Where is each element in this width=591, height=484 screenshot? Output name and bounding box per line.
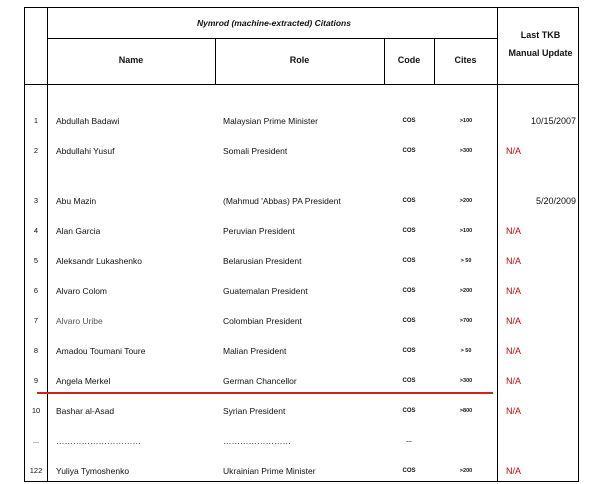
- table-row: [25, 406, 578, 420]
- row-name: Alvaro Uribe: [56, 316, 103, 326]
- row-name: Alan Garcia: [56, 226, 101, 236]
- row-name: Amadou Toumani Toure: [56, 346, 146, 356]
- row-last-update: N/A: [506, 286, 522, 296]
- column-header-name: Name: [118, 55, 144, 65]
- row-role: Peruvian President: [223, 226, 295, 236]
- column-header-code: Code: [397, 55, 421, 65]
- row-code: COS: [402, 118, 416, 124]
- row-cites: >800: [459, 408, 473, 414]
- row-name: Alvaro Colom: [56, 286, 108, 296]
- row-name: …………………………: [56, 436, 141, 446]
- table-row: [25, 436, 578, 450]
- row-name: Abdullah Badawi: [56, 116, 120, 126]
- row-code: COS: [402, 348, 416, 354]
- row-cites: > 50: [460, 348, 472, 354]
- table-row: [25, 376, 578, 390]
- row-code: COS: [402, 288, 416, 294]
- row-code: COS: [402, 258, 416, 264]
- row-role: Somali President: [223, 146, 288, 156]
- last-update-line1: Last TKB: [520, 30, 561, 40]
- row-cites: >200: [459, 468, 473, 474]
- row-cites: >200: [459, 198, 473, 204]
- row-index: 1: [33, 116, 39, 125]
- row-code: COS: [402, 318, 416, 324]
- row-cites: >700: [459, 318, 473, 324]
- row-index: ...: [32, 436, 40, 445]
- row-name: Abdullahi Yusuf: [56, 146, 115, 156]
- row-code: COS: [402, 378, 416, 384]
- row-name: Aleksandr Lukashenko: [56, 256, 143, 266]
- column-header-last-update: [503, 26, 578, 62]
- row-role: Malian President: [223, 346, 287, 356]
- row-code: COS: [402, 198, 416, 204]
- table-row: [25, 196, 578, 210]
- last-update-line2: Manual Update: [508, 48, 573, 58]
- row-last-update: 5/20/2009: [535, 196, 576, 206]
- row-cites: >100: [459, 228, 473, 234]
- row-role: (Mahmud 'Abbas) PA President: [223, 196, 341, 206]
- row-role: Belarusian President: [223, 256, 302, 266]
- row-last-update: 10/15/2007: [530, 116, 576, 126]
- table-row: [25, 316, 578, 330]
- row-name: Yuliya Tymoshenko: [56, 466, 130, 476]
- row-divider: [47, 38, 497, 39]
- row-divider: [25, 84, 578, 85]
- row-index: 9: [33, 376, 39, 385]
- citations-table: [24, 7, 579, 482]
- group-title: Nymrod (machine-extracted) Citations: [197, 18, 351, 28]
- row-name: Bashar al-Asad: [56, 406, 115, 416]
- row-last-update: N/A: [506, 226, 522, 236]
- table-row: [25, 226, 578, 240]
- row-index: 6: [33, 286, 39, 295]
- row-cites: > 50: [460, 258, 472, 264]
- table-row: [25, 346, 578, 360]
- row-name: Abu Mazin: [56, 196, 97, 206]
- highlight-underline: [37, 392, 493, 394]
- column-header-cites: Cites: [454, 55, 477, 65]
- row-last-update: N/A: [506, 146, 522, 156]
- row-code: COS: [402, 468, 416, 474]
- row-index: 2: [33, 146, 39, 155]
- row-index: 122: [29, 466, 43, 475]
- row-name: Angela Merkel: [56, 376, 111, 386]
- row-cites: >100: [459, 118, 473, 124]
- row-role: ……………………: [223, 436, 291, 446]
- row-role: Guatemalan President: [223, 286, 308, 296]
- row-last-update: N/A: [506, 406, 522, 416]
- row-cites: >300: [459, 148, 473, 154]
- table-row: [25, 116, 578, 130]
- row-last-update: N/A: [506, 346, 522, 356]
- row-code: COS: [402, 228, 416, 234]
- row-role: Malaysian Prime Minister: [223, 116, 318, 126]
- row-role: German Chancellor: [223, 376, 297, 386]
- row-last-update: N/A: [506, 466, 522, 476]
- row-index: 5: [33, 256, 39, 265]
- row-index: 4: [33, 226, 39, 235]
- row-code: COS: [402, 408, 416, 414]
- row-index: 8: [33, 346, 39, 355]
- row-index: 7: [33, 316, 39, 325]
- table-row: [25, 256, 578, 270]
- row-code: COS: [402, 148, 416, 154]
- row-role: Syrian President: [223, 406, 286, 416]
- row-role: Ukrainian Prime Minister: [223, 466, 316, 476]
- row-cites: >300: [459, 378, 473, 384]
- row-index: 3: [33, 196, 39, 205]
- row-last-update: N/A: [506, 376, 522, 386]
- row-last-update: N/A: [506, 316, 522, 326]
- row-index: 10: [31, 406, 41, 415]
- table-row: [25, 286, 578, 300]
- row-role: Colombian President: [223, 316, 302, 326]
- row-code: …: [406, 438, 412, 444]
- table-row: [25, 466, 578, 480]
- column-header-role: Role: [289, 55, 310, 65]
- table-row: [25, 146, 578, 160]
- row-cites: >200: [459, 288, 473, 294]
- row-last-update: N/A: [506, 256, 522, 266]
